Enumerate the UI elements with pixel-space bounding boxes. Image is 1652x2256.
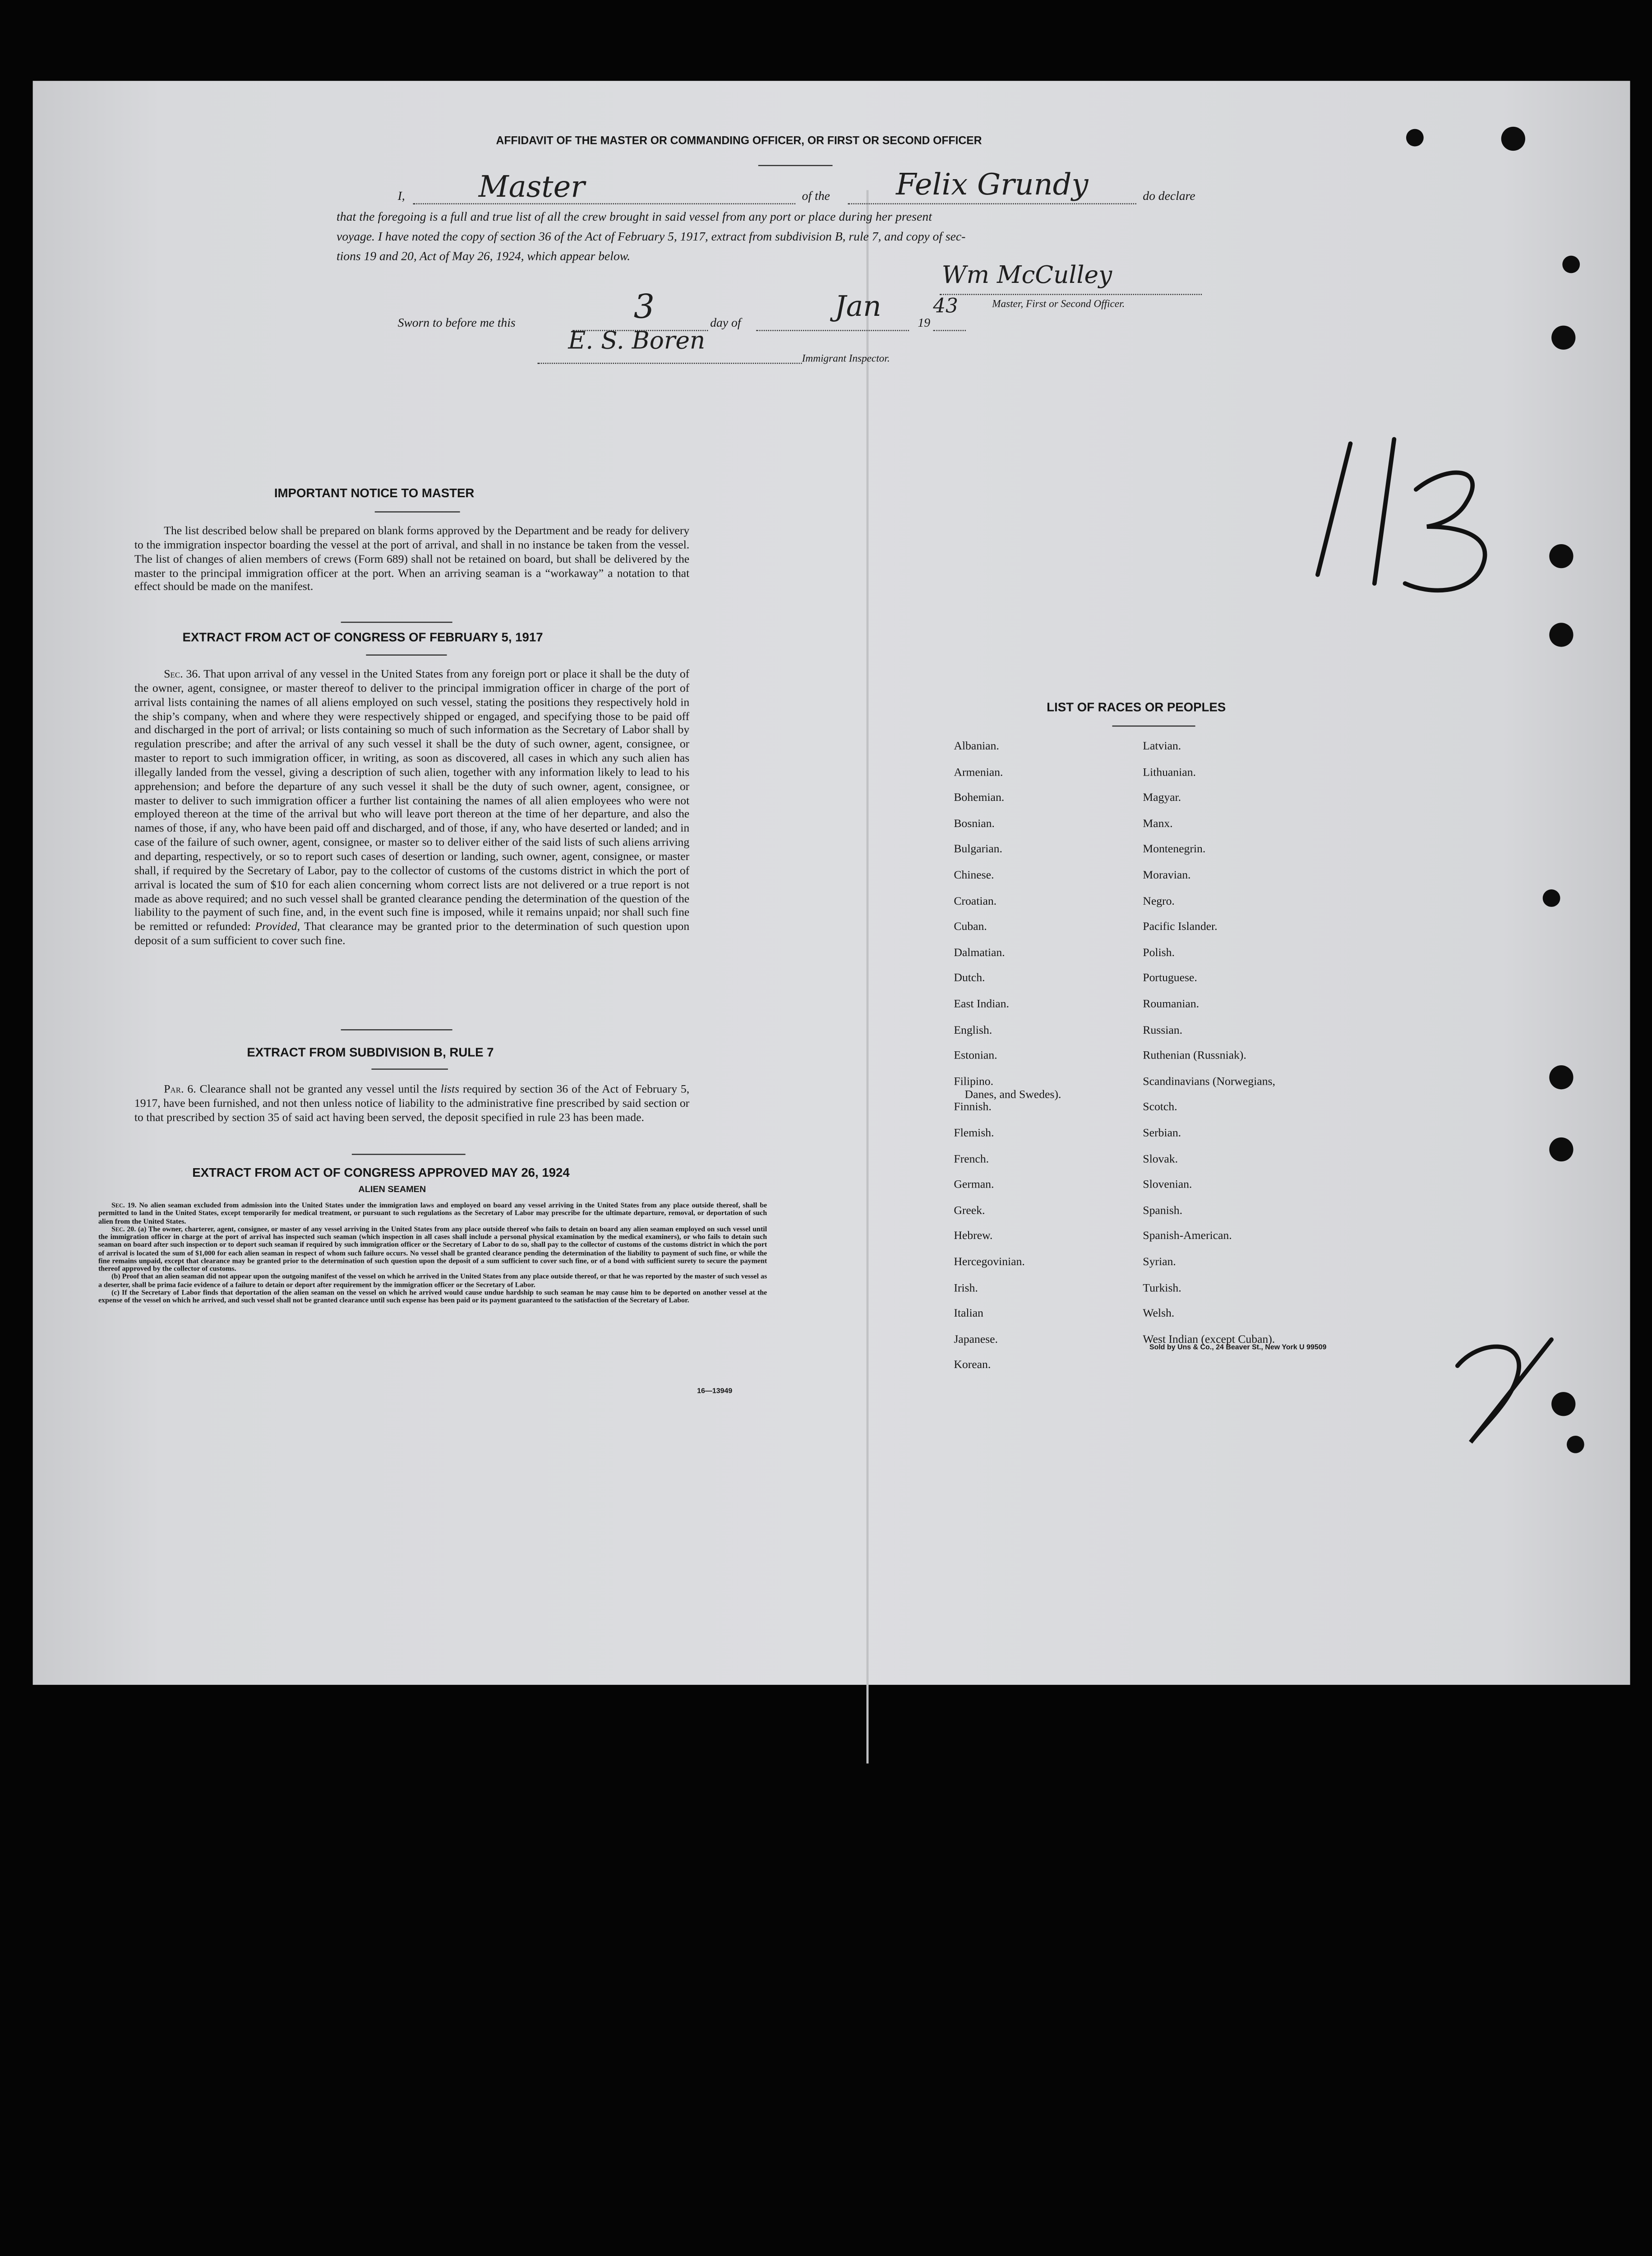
- divider: [341, 622, 452, 623]
- binder-hole: [1551, 326, 1575, 350]
- binder-hole: [1549, 1137, 1573, 1161]
- race-item: Roumanian.: [1143, 999, 1200, 1011]
- notice-heading: IMPORTANT NOTICE TO MASTER: [274, 487, 475, 501]
- race-item: West Indian (except Cuban).: [1143, 1334, 1275, 1346]
- race-item: Lithuanian.: [1143, 766, 1196, 779]
- race-item: Spanish-American.: [1143, 1230, 1232, 1243]
- inspector-signature-handwritten: E. S. Boren: [568, 328, 706, 356]
- form-number: 16—13949: [697, 1387, 733, 1396]
- section-36-text: That upon arrival of any vessel in the United States from any foreign port or place it shall be the duty of the owner, agent, consignee, or master thereof to deliver to the principal immigration officer in charge of the port of arrival lists containing the names of all aliens employed on such vessel, stating the positions they respectively hold in the ship’s company, when and where they were respectively shipped or engaged, and specifying those to be paid off and discharged in the port of arrival; or lists containing so much of such information as the Secretary of Labor shall by regulation prescribe; and after the arrival of any such vessel it shall be the duty of such owner, agent, consignee, or master to report to such immigration officer, in writing, as soon as discovered, all cases in which any such alien has illegally landed from the vessel, giving a description of such alien, together with any information likely to lead to his apprehension; and before the departure of any such vessel it shall be the duty of such owner, agent, consignee, or master to deliver to such immigration officer a further list containing the names of all alien employees who were not employed thereon at the time of the arrival but who will leave port thereon at the time of her departure, and also the names of those, if any, who have been paid off and discharged, and of those, if any, who have deserted or landed; and in case of the failure of such owner, agent, consignee, or master so to deliver either of the said lists of such aliens arriving and departing, respectively, or so to report such cases of desertion or landing, such owner, agent, consignee, or master shall, if required by the Secretary of Labor, pay to the collector of customs of the customs district in which the port of arrival is located the sum of $10 for each alien concerning whom correct lists are not delivered or a true report is not made as above required; and no such vessel shall be granted clearance pending the determination of the question of the liability to the payment of such fine, and, in the event such fine is imposed, while it remains unpaid; nor shall such fine be remitted or refunded:: [134, 669, 690, 934]
- rule-7-text-a: Clearance shall not be granted any vessel until the: [199, 1084, 437, 1096]
- race-item: Flemish.: [954, 1128, 994, 1140]
- section-20b-text: (b) Proof that an alien seaman did not appear upon the outgoing manifest of the vessel on which he arrived in the United States from any place outside thereof, or that he was reported by the master of such vessel as a deserter, shall be prima facie evidence of a failure to detain or deport after requirement by the immigration officer or the Secretary of Labor.: [98, 1273, 767, 1289]
- race-item: Estonian.: [954, 1050, 997, 1063]
- race-item: Spanish.: [1143, 1205, 1182, 1217]
- race-item: Latvian.: [1143, 740, 1181, 753]
- race-item: Scandinavians (Norwegians,: [1143, 1076, 1275, 1088]
- race-item: Moravian.: [1143, 869, 1191, 882]
- rule-7-text-b: required by section 36 of the Act of February 5, 1917, have been furnished, and not then unless notice of liability to the administrative fine prescribed by said section or to that prescribed by section 35 of said act having been served, the deposit specified in rule 23 has been made.: [134, 1084, 690, 1124]
- paragraph-6-label: Par. 6.: [164, 1084, 196, 1096]
- vessel-name-handwritten: Felix Grundy: [895, 168, 1089, 202]
- month-handwritten: Jan: [835, 291, 881, 324]
- race-item: French.: [954, 1153, 989, 1165]
- sworn-label: Sworn to before me this: [397, 317, 516, 330]
- race-item: Dalmatian.: [954, 947, 1005, 959]
- divider: [375, 511, 460, 512]
- race-item: Finnish.: [954, 1101, 992, 1114]
- extract-1924-heading: EXTRACT FROM ACT OF CONGRESS APPROVED MAY 26, 1924: [192, 1167, 570, 1180]
- notice-text: The list described below shall be prepared on blank forms approved by the Department and be ready for delivery to the immigration inspector boarding the vessel at the port of arrival, and shall in no instance be taken from the vessel. The list of changes of alien members of crews (Form 689) shall not be retained on board, but shall be delivered by the master to the principal immigration officer at the port. When an arriving seaman is a “workaway” a notation to that effect should be made on the manifest.: [134, 525, 690, 594]
- binder-hole: [1549, 623, 1573, 647]
- races-heading: LIST OF RACES OR PEOPLES: [1047, 701, 1226, 715]
- binder-hole: [1562, 256, 1580, 273]
- race-item: Pacific Islander.: [1143, 921, 1218, 934]
- race-item: Dutch.: [954, 973, 985, 985]
- section-20c-text: (c) If the Secretary of Labor finds that deportation of the alien seaman on the vessel on which he arrived would cause undue hardship to such seaman he may cause him to be deported on another vessel at the expense of the vessel on which he arrived, and such vessel shall not be granted clearance until such expense has been paid or its payment guaranteed to the satisfaction of the Secretary of Labor.: [98, 1289, 767, 1305]
- race-item: Russian.: [1143, 1024, 1182, 1037]
- affidavit-line: that the foregoing is a full and true list of all the crew brought in said vessel from any port or place during her present: [336, 211, 932, 224]
- binder-hole: [1406, 129, 1424, 147]
- section-36-text-end: That clearance may be granted prior to the determination of such question upon deposit of a sum sufficient to cover such fine.: [134, 921, 690, 948]
- race-item: Filipino.: [954, 1076, 994, 1088]
- affidavit-line: tions 19 and 20, Act of May 26, 1924, which appear below.: [336, 250, 631, 264]
- race-item: Turkish.: [1143, 1282, 1181, 1294]
- race-item: Hercegovinian.: [954, 1256, 1025, 1269]
- section-20a-text: (a) The owner, charterer, agent, consignee, or master of any vessel arriving in the United States from any place outside thereof who fails to detain on board any alien seaman employed on such vessel until the immigration officer in charge at the port of arrival has inspected such seaman (which inspection in all cases shall include a personal physical examination by the medical examiners), or who fails to detain such seaman on board after such inspection or to deport such seaman if required by such immigration officer or the Secretary of Labor to do so, shall pay to the collector of customs of the customs district in which the port of arrival is located the sum of $1,000 for each alien seaman in respect of whom such failure occurs. No vessel shall be granted clearance pending the determination of the liability to payment of such fine, or while the fine remains unpaid, except that clearance may be granted prior to the determination of such question upon the deposit of a sum sufficient to cover such fine, or of a bond with sufficient surety to secure the payment thereof approved by the collector of customs.: [98, 1225, 767, 1273]
- section-19-text: No alien seaman excluded from admission into the United States under the immigration laws and employed on board any vessel arriving in the United States from any place outside thereof, shall be permitted to land in the United States, except temporarily for medical treatment, or pursuant to such regulations as the Secretary of Labor may prescribe for the ultimate departure, removal, or deportation of such alien from the United States.: [98, 1202, 767, 1225]
- race-item: Manx.: [1143, 818, 1173, 830]
- race-item: Hebrew.: [954, 1230, 993, 1243]
- extract-1917-heading: EXTRACT FROM ACT OF CONGRESS OF FEBRUARY 5, 1917: [182, 631, 543, 645]
- name-blank: [413, 203, 795, 204]
- of-the-label: of the: [802, 190, 830, 203]
- inspector-label: Immigrant Inspector.: [802, 353, 890, 365]
- inspector-blank: [538, 363, 802, 364]
- sold-by-note: Sold by Uns & Co., 24 Beaver St., New York U 99509: [1149, 1344, 1327, 1352]
- race-item: Albanian.: [954, 740, 999, 753]
- signature-blank: [940, 294, 1202, 295]
- divider: [758, 165, 833, 166]
- divider: [371, 1068, 448, 1069]
- binder-hole: [1549, 544, 1573, 568]
- race-item: Negro.: [1143, 895, 1175, 908]
- race-item: Irish.: [954, 1282, 978, 1294]
- binder-hole: [1549, 1065, 1573, 1089]
- race-item: Serbian.: [1143, 1128, 1181, 1140]
- divider: [341, 1029, 452, 1030]
- master-handwritten: Master: [478, 170, 585, 204]
- page-count-mark: [1265, 430, 1527, 605]
- race-item: Syrian.: [1143, 1256, 1176, 1269]
- race-item: Magyar.: [1143, 792, 1181, 804]
- race-item: Bulgarian.: [954, 844, 1002, 856]
- month-blank: [756, 330, 909, 331]
- manifest-page: [33, 81, 1630, 1685]
- page-fold: [867, 190, 869, 1763]
- race-item: Scotch.: [1143, 1101, 1177, 1114]
- extract-1917-text: [134, 669, 689, 949]
- day-handwritten: 3: [633, 288, 655, 327]
- race-item: Greek.: [954, 1205, 985, 1217]
- affidavit-i-label: I,: [397, 190, 405, 203]
- binder-hole: [1501, 127, 1525, 151]
- year-handwritten: 43: [933, 295, 958, 318]
- provided-label: Provided,: [255, 921, 300, 934]
- race-item: Italian: [954, 1308, 983, 1320]
- rule-7-heading: EXTRACT FROM SUBDIVISION B, RULE 7: [247, 1046, 494, 1060]
- divider: [352, 1154, 466, 1155]
- lists-word: lists: [440, 1084, 460, 1096]
- race-item: Portuguese.: [1143, 973, 1197, 985]
- race-item: Danes, and Swedes).: [964, 1089, 1061, 1101]
- race-item: Montenegrin.: [1143, 844, 1206, 856]
- master-signature-handwritten: Wm McCulley: [941, 262, 1112, 290]
- section-19-label: Sec. 19.: [111, 1202, 137, 1210]
- race-item: German.: [954, 1179, 994, 1191]
- divider: [366, 655, 447, 656]
- race-item: Polish.: [1143, 947, 1175, 959]
- race-item: East Indian.: [954, 999, 1009, 1011]
- binder-hole: [1543, 889, 1560, 907]
- check-mark: [1442, 1333, 1584, 1453]
- section-36-label: Sec. 36.: [164, 669, 201, 681]
- vessel-blank: [848, 203, 1136, 204]
- race-item: Bosnian.: [954, 818, 995, 830]
- race-item: Japanese.: [954, 1334, 998, 1346]
- race-item: Slovenian.: [1143, 1179, 1192, 1191]
- race-item: Armenian.: [954, 766, 1003, 779]
- race-item: Korean.: [954, 1359, 991, 1372]
- extract-1924-text: [98, 1202, 767, 1305]
- affidavit-heading: AFFIDAVIT OF THE MASTER OR COMMANDING OFFICER, OR FIRST OR SECOND OFFICER: [496, 135, 982, 148]
- race-item: Bohemian.: [954, 792, 1005, 804]
- day-of-label: day of: [710, 317, 741, 330]
- signature-label: Master, First or Second Officer.: [992, 298, 1125, 310]
- year-prefix: 19: [918, 317, 930, 330]
- race-item: Croatian.: [954, 895, 997, 908]
- race-item: Ruthenian (Russniak).: [1143, 1050, 1246, 1063]
- alien-seamen-subheading: ALIEN SEAMEN: [358, 1184, 426, 1194]
- race-item: Chinese.: [954, 869, 994, 882]
- race-item: Slovak.: [1143, 1153, 1178, 1165]
- race-item: English.: [954, 1024, 992, 1037]
- do-declare-label: do declare: [1143, 190, 1195, 203]
- affidavit-line: voyage. I have noted the copy of section 36 of the Act of February 5, 1917, extract from subdivision B, rule 7, and copy of sec-: [336, 230, 966, 244]
- year-blank: [933, 330, 966, 331]
- section-20-label: Sec. 20.: [111, 1225, 136, 1234]
- race-item: Cuban.: [954, 921, 987, 934]
- race-item: Welsh.: [1143, 1308, 1175, 1320]
- rule-7-text: [134, 1084, 689, 1126]
